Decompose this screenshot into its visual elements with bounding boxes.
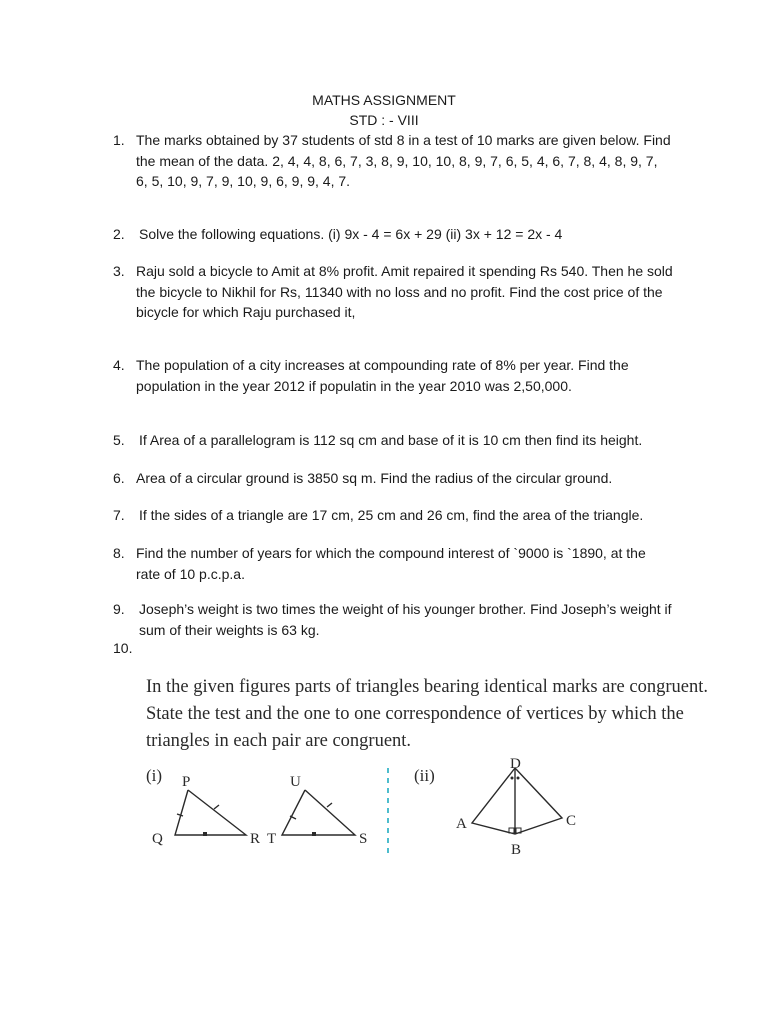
vertex-r-label: R	[250, 831, 261, 847]
part-ii-label: (ii)	[414, 766, 435, 785]
question-7	[113, 505, 673, 526]
angle-mark	[517, 777, 520, 780]
question-text: Area of a circular ground is 3850 sq m. Find the radius of the circular ground.	[136, 470, 613, 486]
question-number: 8.	[113, 545, 125, 561]
question-text: The marks obtained by 37 students of std 8 in a test of 10 marks are given below. Find the mean of the data. 2, 4, 4, 8, 6, 7, 3, 8, 9, 10, 10, 8, 9, 7, 6, 5, 4, 6, 7, 8, 4, 8, 9, 7, 6, 5, 10, 9, 7, 9, 10, 9, 6, 9, 9, 4, 7.	[136, 132, 671, 189]
figure-instruction-text: In the given figures parts of triangles bearing identical marks are congruent. State the test and the one to one correspondence of vertices by which the triangles in each pair are congruent.	[146, 677, 708, 751]
tick-mark	[214, 805, 219, 809]
question-number: 3.	[113, 263, 125, 279]
question-number: 1.	[113, 132, 125, 148]
question-text: Joseph’s weight is two times the weight of his younger brother. Find Joseph’s weight if sum of their weights is 63 kg.	[139, 601, 672, 638]
tick-mark	[177, 814, 183, 816]
question-8	[113, 543, 673, 584]
assignment-title: MATHS ASSIGNMENT	[312, 92, 456, 108]
vertex-p-label: P	[182, 774, 191, 790]
vertex-c-label: C	[566, 813, 577, 829]
vertex-q-label: Q	[152, 831, 163, 847]
vertex-s-label: S	[359, 831, 368, 847]
question-number: 4.	[113, 357, 125, 373]
question-number: 5.	[113, 432, 125, 448]
part-i-label: (i)	[146, 766, 163, 785]
question-number: 2.	[113, 226, 125, 242]
triangle-pqr	[175, 790, 246, 835]
question-text: Raju sold a bicycle to Amit at 8% profit. Amit repaired it spending Rs 540. Then he sold the bicycle to Nikhil for Rs, 11340 with no loss and no profit. Find the cost price of the bicycle for which Raju purchased it,	[136, 263, 673, 320]
standard-label: STD : - VIII	[349, 112, 419, 128]
question-text: Solve the following equations. (i) 9x - 4 = 6x + 29 (ii) 3x + 12 = 2x - 4	[139, 226, 563, 242]
question-2	[113, 224, 673, 245]
tick-mark	[203, 832, 207, 836]
question-9	[113, 599, 673, 640]
triangle-diagrams	[130, 668, 720, 868]
question-text: If the sides of a triangle are 17 cm, 25 cm and 26 cm, find the area of the triangle.	[139, 507, 644, 523]
question-5	[113, 430, 673, 451]
question-number: 9.	[113, 601, 125, 617]
vertex-d-label: D	[510, 756, 521, 772]
question-number: 7.	[113, 507, 125, 523]
question-4	[113, 355, 673, 396]
question-number: 10.	[113, 640, 133, 656]
question-1	[113, 130, 673, 192]
triangle-uts	[282, 790, 355, 835]
question-6	[113, 468, 673, 489]
question-text: Find the number of years for which the compound interest of `9000 is `1890, at the rate of 10 p.c.p.a.	[136, 545, 646, 582]
question-text: If Area of a parallelogram is 112 sq cm and base of it is 10 cm then find its height.	[139, 432, 643, 448]
question-3	[113, 261, 673, 323]
angle-mark	[511, 777, 514, 780]
tick-mark	[312, 832, 316, 836]
tick-mark	[327, 803, 332, 807]
question-text: The population of a city increases at compounding rate of 8% per year. Find the population in the year 2012 if populatin in the year 2010 was 2,50,000.	[136, 357, 629, 394]
question-number: 6.	[113, 470, 125, 486]
vertex-b-label: B	[511, 842, 522, 858]
congruent-triangles-figure	[130, 668, 720, 868]
vertex-t-label: T	[267, 831, 277, 847]
vertex-a-label: A	[456, 816, 467, 832]
vertex-u-label: U	[290, 774, 301, 790]
